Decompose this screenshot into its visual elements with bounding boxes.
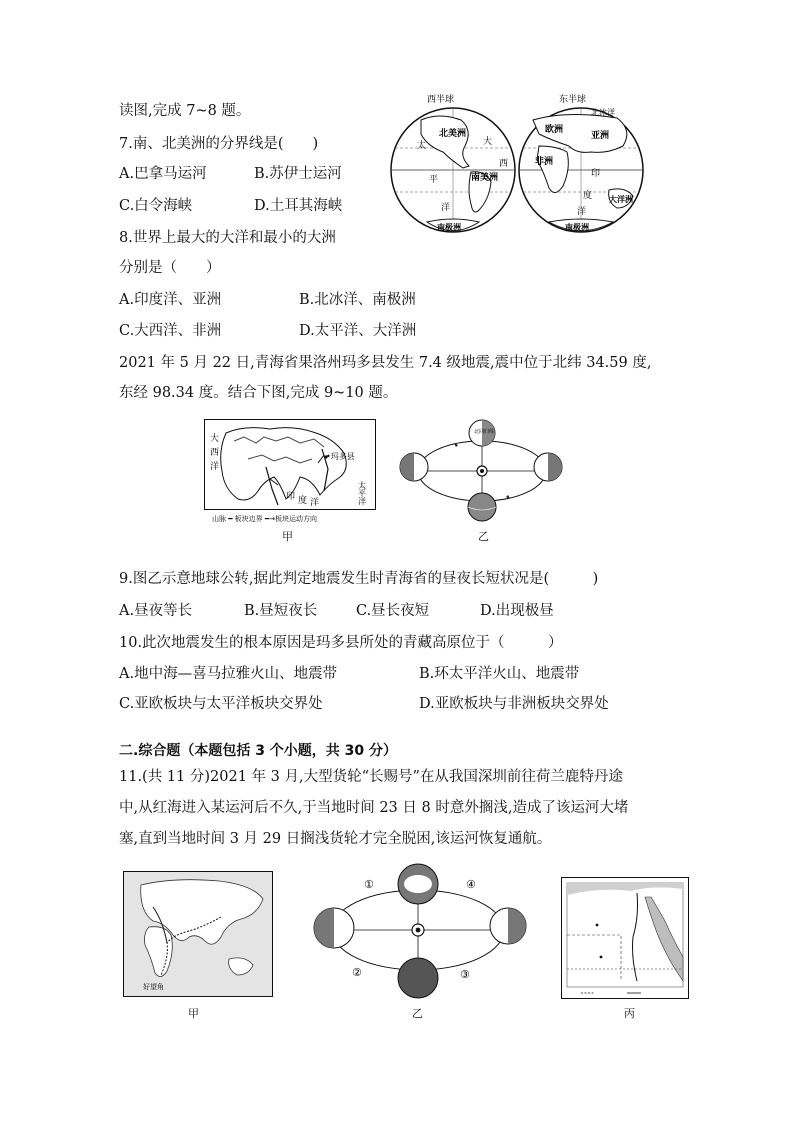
- q11-line2: 中,从红海进入某运河后不久,于当地时间 23 日 8 时意外搁浅,造成了该运河大堵: [119, 800, 629, 816]
- q10-option-d: D.亚欧板块与非洲板块交界处: [419, 696, 609, 712]
- hemisphere-map: [387, 90, 649, 240]
- plate-label-yin: 印: [286, 492, 296, 502]
- q7-stem: 7.南、北美洲的分界线是( ): [119, 136, 319, 152]
- passage-9-10-line2: 东经 98.34 度。结合下图,完成 9~10 题。: [119, 385, 398, 401]
- intro-7-8: 读图,完成 7~8 题。: [119, 103, 251, 119]
- q10-option-b: B.环太平洋火山、地震带: [419, 666, 580, 682]
- q9-option-b: B.昼短夜长: [244, 603, 318, 619]
- plate-label-yang2: 洋: [310, 498, 320, 508]
- q11-line1: 11.(共 11 分)2021 年 3 月,大型货轮“长赐号”在从我国深圳前往荷兰鹿特丹途: [119, 769, 623, 785]
- east-label-oceania: 大洋洲: [609, 195, 633, 204]
- figure-caption-yi-2: 乙: [412, 1007, 423, 1020]
- world-route-map-figure: [123, 871, 273, 997]
- tropic-label: 北回归线: [474, 429, 495, 435]
- earth2-bottom: [398, 958, 438, 998]
- west-label-yang: 洋: [441, 203, 451, 213]
- q9-option-a: A.昼夜等长: [119, 603, 193, 619]
- q8-option-c: C.大西洋、非洲: [119, 323, 222, 339]
- west-hemisphere-label: 西半球: [427, 95, 455, 105]
- q7-option-c: C.白令海峡: [119, 198, 193, 214]
- position-3: ③: [460, 968, 470, 981]
- earth-left: [400, 453, 428, 481]
- figure-caption-jia-2: 甲: [188, 1007, 199, 1020]
- figure-caption-jia-1: 甲: [282, 530, 293, 543]
- east-label-arctic-ocean: 北冰洋: [591, 108, 615, 117]
- q7-option-d: D.土耳其海峡: [254, 198, 343, 214]
- west-label-ping: 平: [429, 175, 439, 185]
- plate-label-yang1: 洋: [210, 462, 220, 472]
- q8-option-a: A.印度洋、亚洲: [119, 292, 222, 308]
- plate-map-figure: [204, 419, 376, 525]
- q9-option-c: C.昼长夜短: [356, 603, 430, 619]
- earth-right: [534, 453, 562, 481]
- figure-caption-bing-2: 丙: [624, 1007, 635, 1020]
- canal-region-map-figure: [561, 877, 689, 999]
- plate-label-xi: 西: [210, 448, 220, 458]
- west-label-south-america: 南美洲: [471, 173, 499, 183]
- east-label-yang: 洋: [577, 207, 587, 217]
- east-label-europe: 欧洲: [545, 125, 564, 135]
- east-hemisphere-label: 东半球: [559, 95, 587, 105]
- q8-stem-line2: 分别是（ ）: [119, 260, 221, 276]
- west-label-da: 大: [483, 137, 493, 147]
- earth2-left: [314, 908, 354, 948]
- q8-option-d: D.太平洋、大洋洲: [299, 323, 417, 339]
- west-hemisphere-globe: [391, 108, 515, 232]
- q9-stem: 9.图乙示意地球公转,据此判定地震发生时青海省的昼夜长短状况是( ): [119, 571, 599, 587]
- position-4: ④: [466, 878, 476, 891]
- west-label-antarctica: 南极洲: [437, 223, 461, 232]
- west-label-tai: 太: [417, 141, 427, 151]
- east-label-du: 度: [583, 191, 593, 201]
- east-label-africa: 非洲: [535, 157, 554, 167]
- figure-caption-yi-1: 乙: [478, 530, 489, 543]
- section-2-heading: 二.综合题（本题包括 3 个小题，共 30 分）: [119, 743, 398, 759]
- earth2-top: [398, 864, 438, 904]
- q9-option-d: D.出现极昼: [480, 603, 554, 619]
- earth-bottom: [468, 493, 496, 521]
- position-1: ①: [364, 878, 374, 891]
- passage-9-10-line1: 2021 年 5 月 22 日,青海省果洛州玛多县发生 7.4 级地震,震中位于北纬 34.59 度,: [119, 355, 652, 371]
- q7-option-b: B.苏伊士运河: [254, 166, 342, 182]
- map-label-cape-of-good-hope: 好望角: [143, 983, 164, 991]
- plate-label-da: 大: [210, 434, 220, 444]
- plate-label-du: 度: [298, 496, 308, 506]
- earth2-right: [490, 908, 526, 944]
- earth-revolution-figure-1: [398, 415, 566, 525]
- earth-revolution-figure-2: [310, 862, 530, 1000]
- east-label-yin: 印: [591, 169, 601, 179]
- q10-option-a: A.地中海—喜马拉雅火山、地震带: [119, 666, 338, 682]
- q8-stem-line1: 8.世界上最大的大洋和最小的大洲: [119, 230, 336, 246]
- q11-line3: 塞,直到当地时间 3 月 29 日搁浅货轮才完全脱困,该运河恢复通航。: [119, 831, 552, 847]
- east-label-asia: 亚洲: [591, 131, 610, 141]
- west-label-north-america: 北美洲: [439, 129, 467, 139]
- plate-map-legend: 山脉 ━ 板块边界 ━→板块运动方向: [212, 515, 317, 523]
- west-label-xi: 西: [499, 159, 509, 169]
- plate-label-maduo: •玛多县: [326, 452, 355, 461]
- earth-top: [469, 420, 495, 446]
- q10-stem: 10.此次地震发生的根本原因是玛多县所处的青藏高原位于（ ）: [119, 635, 563, 651]
- q7-option-a: A.巴拿马运河: [119, 166, 207, 182]
- position-2: ②: [352, 966, 362, 979]
- plate-label-pacific: 太平洋: [357, 481, 367, 505]
- q8-option-b: B.北冰洋、南极洲: [299, 292, 416, 308]
- q10-option-c: C.亚欧板块与太平洋板块交界处: [119, 696, 323, 712]
- east-label-antarctica: 南极洲: [565, 223, 589, 232]
